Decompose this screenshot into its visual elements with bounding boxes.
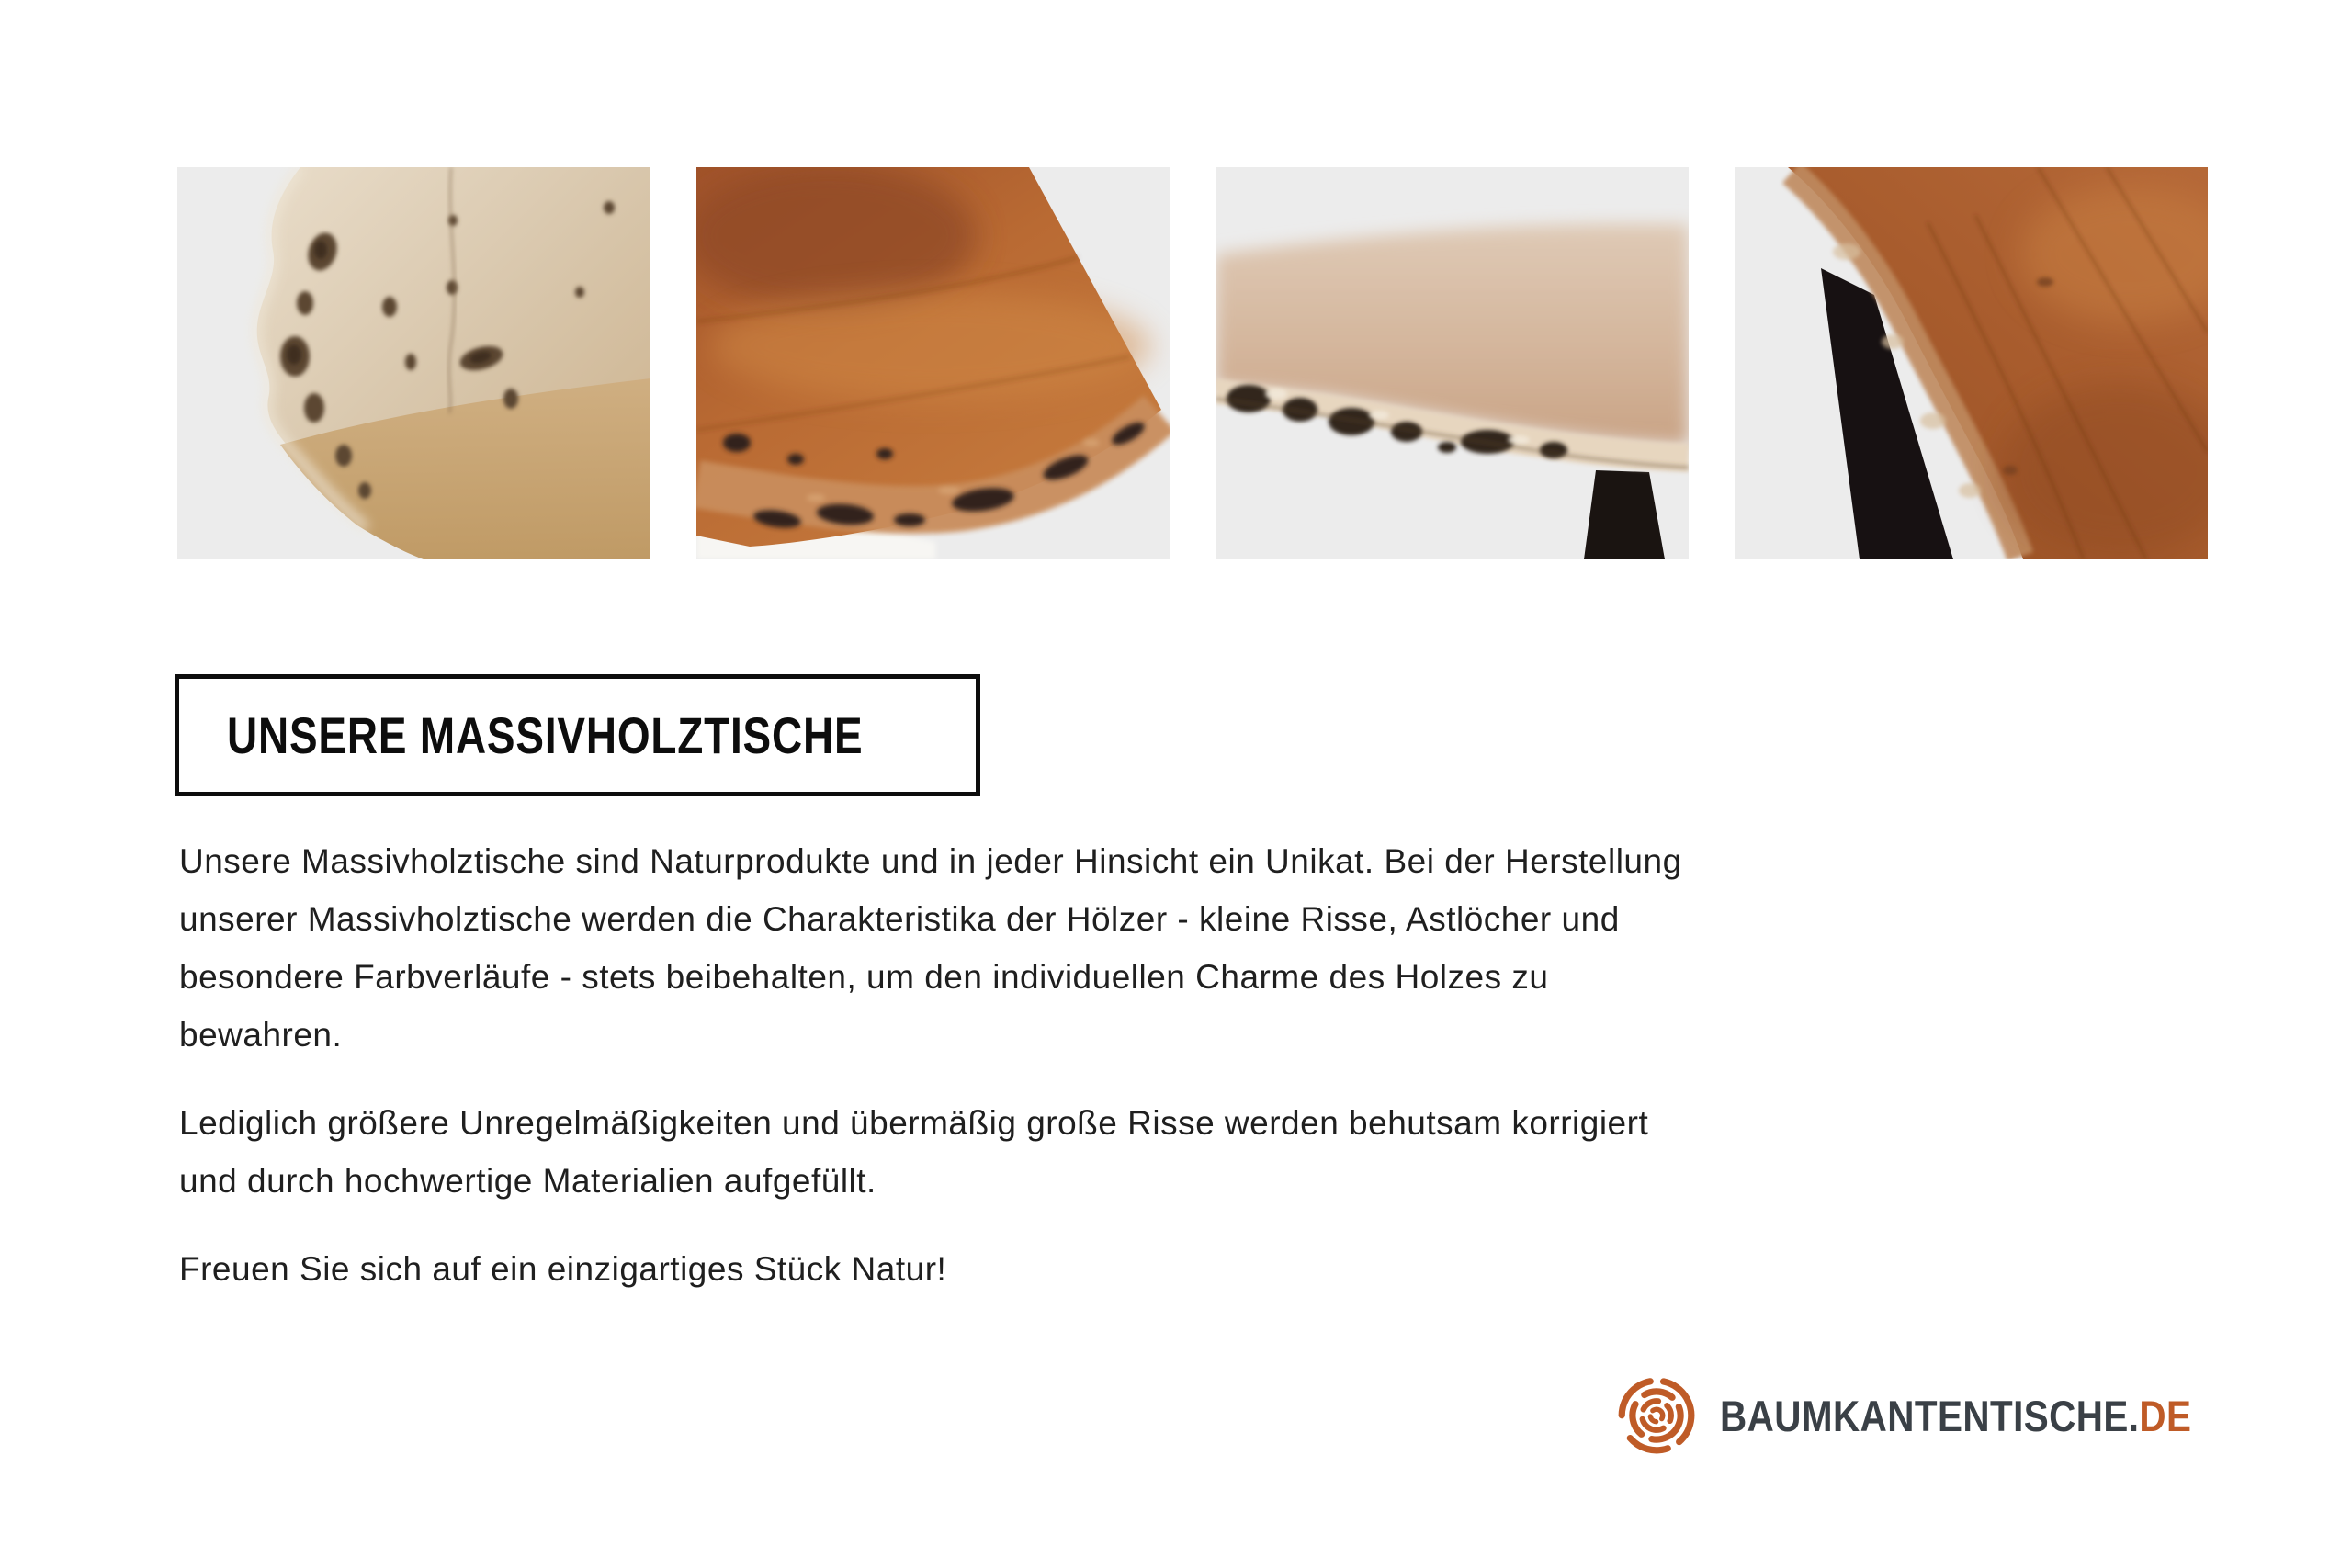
product-photo-live-edge-top (696, 167, 1170, 559)
brand-logo[interactable] (1615, 1374, 2268, 1457)
section-heading: UNSERE MASSIVHOLZTISCHE (227, 706, 864, 764)
text-line: und durch hochwertige Materialien aufgefüllt. (179, 1162, 876, 1200)
brand-wordmark (1720, 1391, 2191, 1441)
tree-rings-icon (1615, 1374, 1698, 1457)
brand-tld: DE (2139, 1391, 2192, 1440)
product-photo-corner-leg (1735, 167, 2208, 559)
product-photo-light-wood-corner (177, 167, 650, 559)
live-edge-top-artwork (696, 167, 1170, 559)
text-line: besondere Farbverläufe - stets beibehalten, um den individuellen Charme des Holzes zu (179, 958, 1549, 996)
text-line: unserer Massivholztische werden die Charakteristika der Hölzer - kleine Risse, Astlöcher und (179, 900, 1620, 938)
brand-name: BAUMKANTENTISCHE. (1720, 1391, 2140, 1440)
description-text (179, 832, 2173, 1328)
body-paragraph (179, 1094, 2173, 1210)
text-line: Unsere Massivholztische sind Naturprodukte und in jeder Hinsicht ein Unikat. Bei der Herstellung (179, 842, 1682, 880)
text-line: Lediglich größere Unregelmäßigkeiten und übermäßig große Risse werden behutsam korrigiert (179, 1104, 1649, 1142)
product-photo-slab-edge-leg (1216, 167, 1689, 559)
light-wood-corner-artwork (177, 167, 650, 559)
body-paragraph (179, 832, 2173, 1064)
text-line: Freuen Sie sich auf ein einzigartiges Stück Natur! (179, 1250, 947, 1288)
slab-edge-leg-artwork (1216, 167, 1689, 559)
text-line: bewahren. (179, 1016, 343, 1054)
section-heading-box (175, 674, 980, 796)
corner-leg-artwork (1735, 167, 2208, 559)
body-paragraph (179, 1240, 2173, 1298)
